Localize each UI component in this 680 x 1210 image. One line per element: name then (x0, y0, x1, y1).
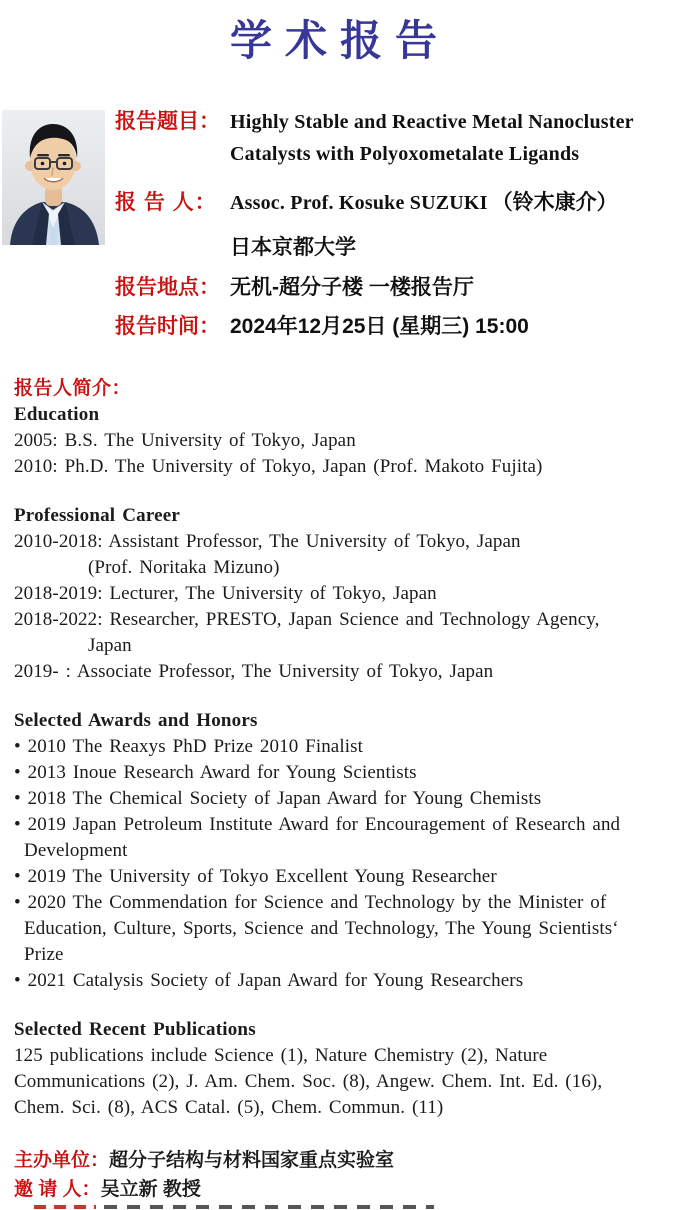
time-row (115, 310, 529, 340)
award-item: • 2021 Catalysis Society of Japan Award for Young Researchers (14, 970, 524, 991)
speaker-photo (2, 110, 105, 245)
speaker-affiliation: 日本京都大学 (230, 236, 356, 259)
award-item: • 2018 The Chemical Society of Japan Award for Young Chemists (14, 788, 542, 809)
publications-line: Communications (2), J. Am. Chem. Soc. (8), Angew. Chem. Int. Ed. (16), (14, 1071, 603, 1092)
award-item: • 2013 Inoue Research Award for Young Scientists (14, 762, 417, 783)
cropped-text-line-dark (104, 1205, 434, 1209)
time-value: 2024年12月25日 (星期三) 15:00 (230, 315, 529, 338)
publications-heading: Selected Recent Publications (14, 1019, 256, 1040)
topic-line-1: Highly Stable and Reactive Metal Nanocluster (230, 111, 634, 133)
education-line: 2010: Ph.D. The University of Tokyo, Japan (Prof. Makoto Fujita) (14, 456, 543, 477)
award-item-continuation: Education, Culture, Sports, Science and Technology, The Young Scientists‘ (24, 918, 619, 939)
speaker-row (115, 186, 618, 216)
publications-line: 125 publications include Science (1), Nature Chemistry (2), Nature (14, 1045, 548, 1066)
bio-heading: 报告人简介： (14, 378, 132, 399)
inviter-label: 邀 请 人： (14, 1179, 101, 1200)
award-item: • 2010 The Reaxys PhD Prize 2010 Finalist (14, 736, 363, 757)
career-line: 2019- : Associate Professor, The University of Tokyo, Japan (14, 661, 494, 682)
venue-value: 无机-超分子楼 一楼报告厅 (230, 276, 474, 299)
career-line: Japan (88, 635, 132, 656)
award-item: • 2020 The Commendation for Science and Technology by the Minister of (14, 892, 607, 913)
footer-section (14, 1146, 394, 1204)
award-item-continuation: Development (24, 840, 128, 861)
venue-row (115, 271, 474, 301)
topic-line-2: Catalysts with Polyoxometalate Ligands (230, 143, 580, 165)
career-line: 2018-2022: Researcher, PRESTO, Japan Science and Technology Agency, (14, 609, 600, 630)
education-heading: Education (14, 404, 100, 425)
career-line: 2018-2019: Lecturer, The University of Tokyo, Japan (14, 583, 437, 604)
speaker-photo-image (2, 110, 105, 245)
award-item: • 2019 The University of Tokyo Excellent Young Researcher (14, 866, 497, 887)
award-item-continuation: Prize (24, 944, 64, 965)
venue-label: 报告地点： (115, 276, 220, 299)
info-block (115, 100, 680, 350)
speaker-label: 报 告 人： (115, 191, 217, 214)
affiliation-row (230, 231, 356, 261)
topic-label: 报告题目： (115, 110, 220, 133)
inviter-value: 吴立新 教授 (100, 1179, 201, 1200)
time-label: 报告时间： (115, 315, 220, 338)
career-line: (Prof. Noritaka Mizuno) (88, 557, 280, 578)
education-line: 2005: B.S. The University of Tokyo, Japan (14, 430, 356, 451)
career-heading: Professional Career (14, 505, 181, 526)
speaker-name: Assoc. Prof. Kosuke SUZUKI (230, 192, 488, 214)
topic-line-2-row (230, 143, 579, 166)
bio-section (14, 376, 676, 1121)
host-value: 超分子结构与材料国家重点实验室 (109, 1150, 395, 1171)
topic-row (115, 105, 634, 135)
host-label: 主办单位： (14, 1150, 110, 1171)
speaker-name-cn: （铃木康介） (491, 191, 618, 214)
inviter-row (14, 1175, 394, 1204)
career-line: 2010-2018: Assistant Professor, The University of Tokyo, Japan (14, 531, 521, 552)
awards-heading: Selected Awards and Honors (14, 710, 258, 731)
host-row (14, 1146, 394, 1175)
poster-title: 学术报告 (229, 19, 450, 65)
cropped-text-line-red (34, 1205, 96, 1209)
award-item: • 2019 Japan Petroleum Institute Award for Encouragement of Research and (14, 814, 621, 835)
publications-line: Chem. Sci. (8), ACS Catal. (5), Chem. Commun. (11) (14, 1097, 444, 1118)
